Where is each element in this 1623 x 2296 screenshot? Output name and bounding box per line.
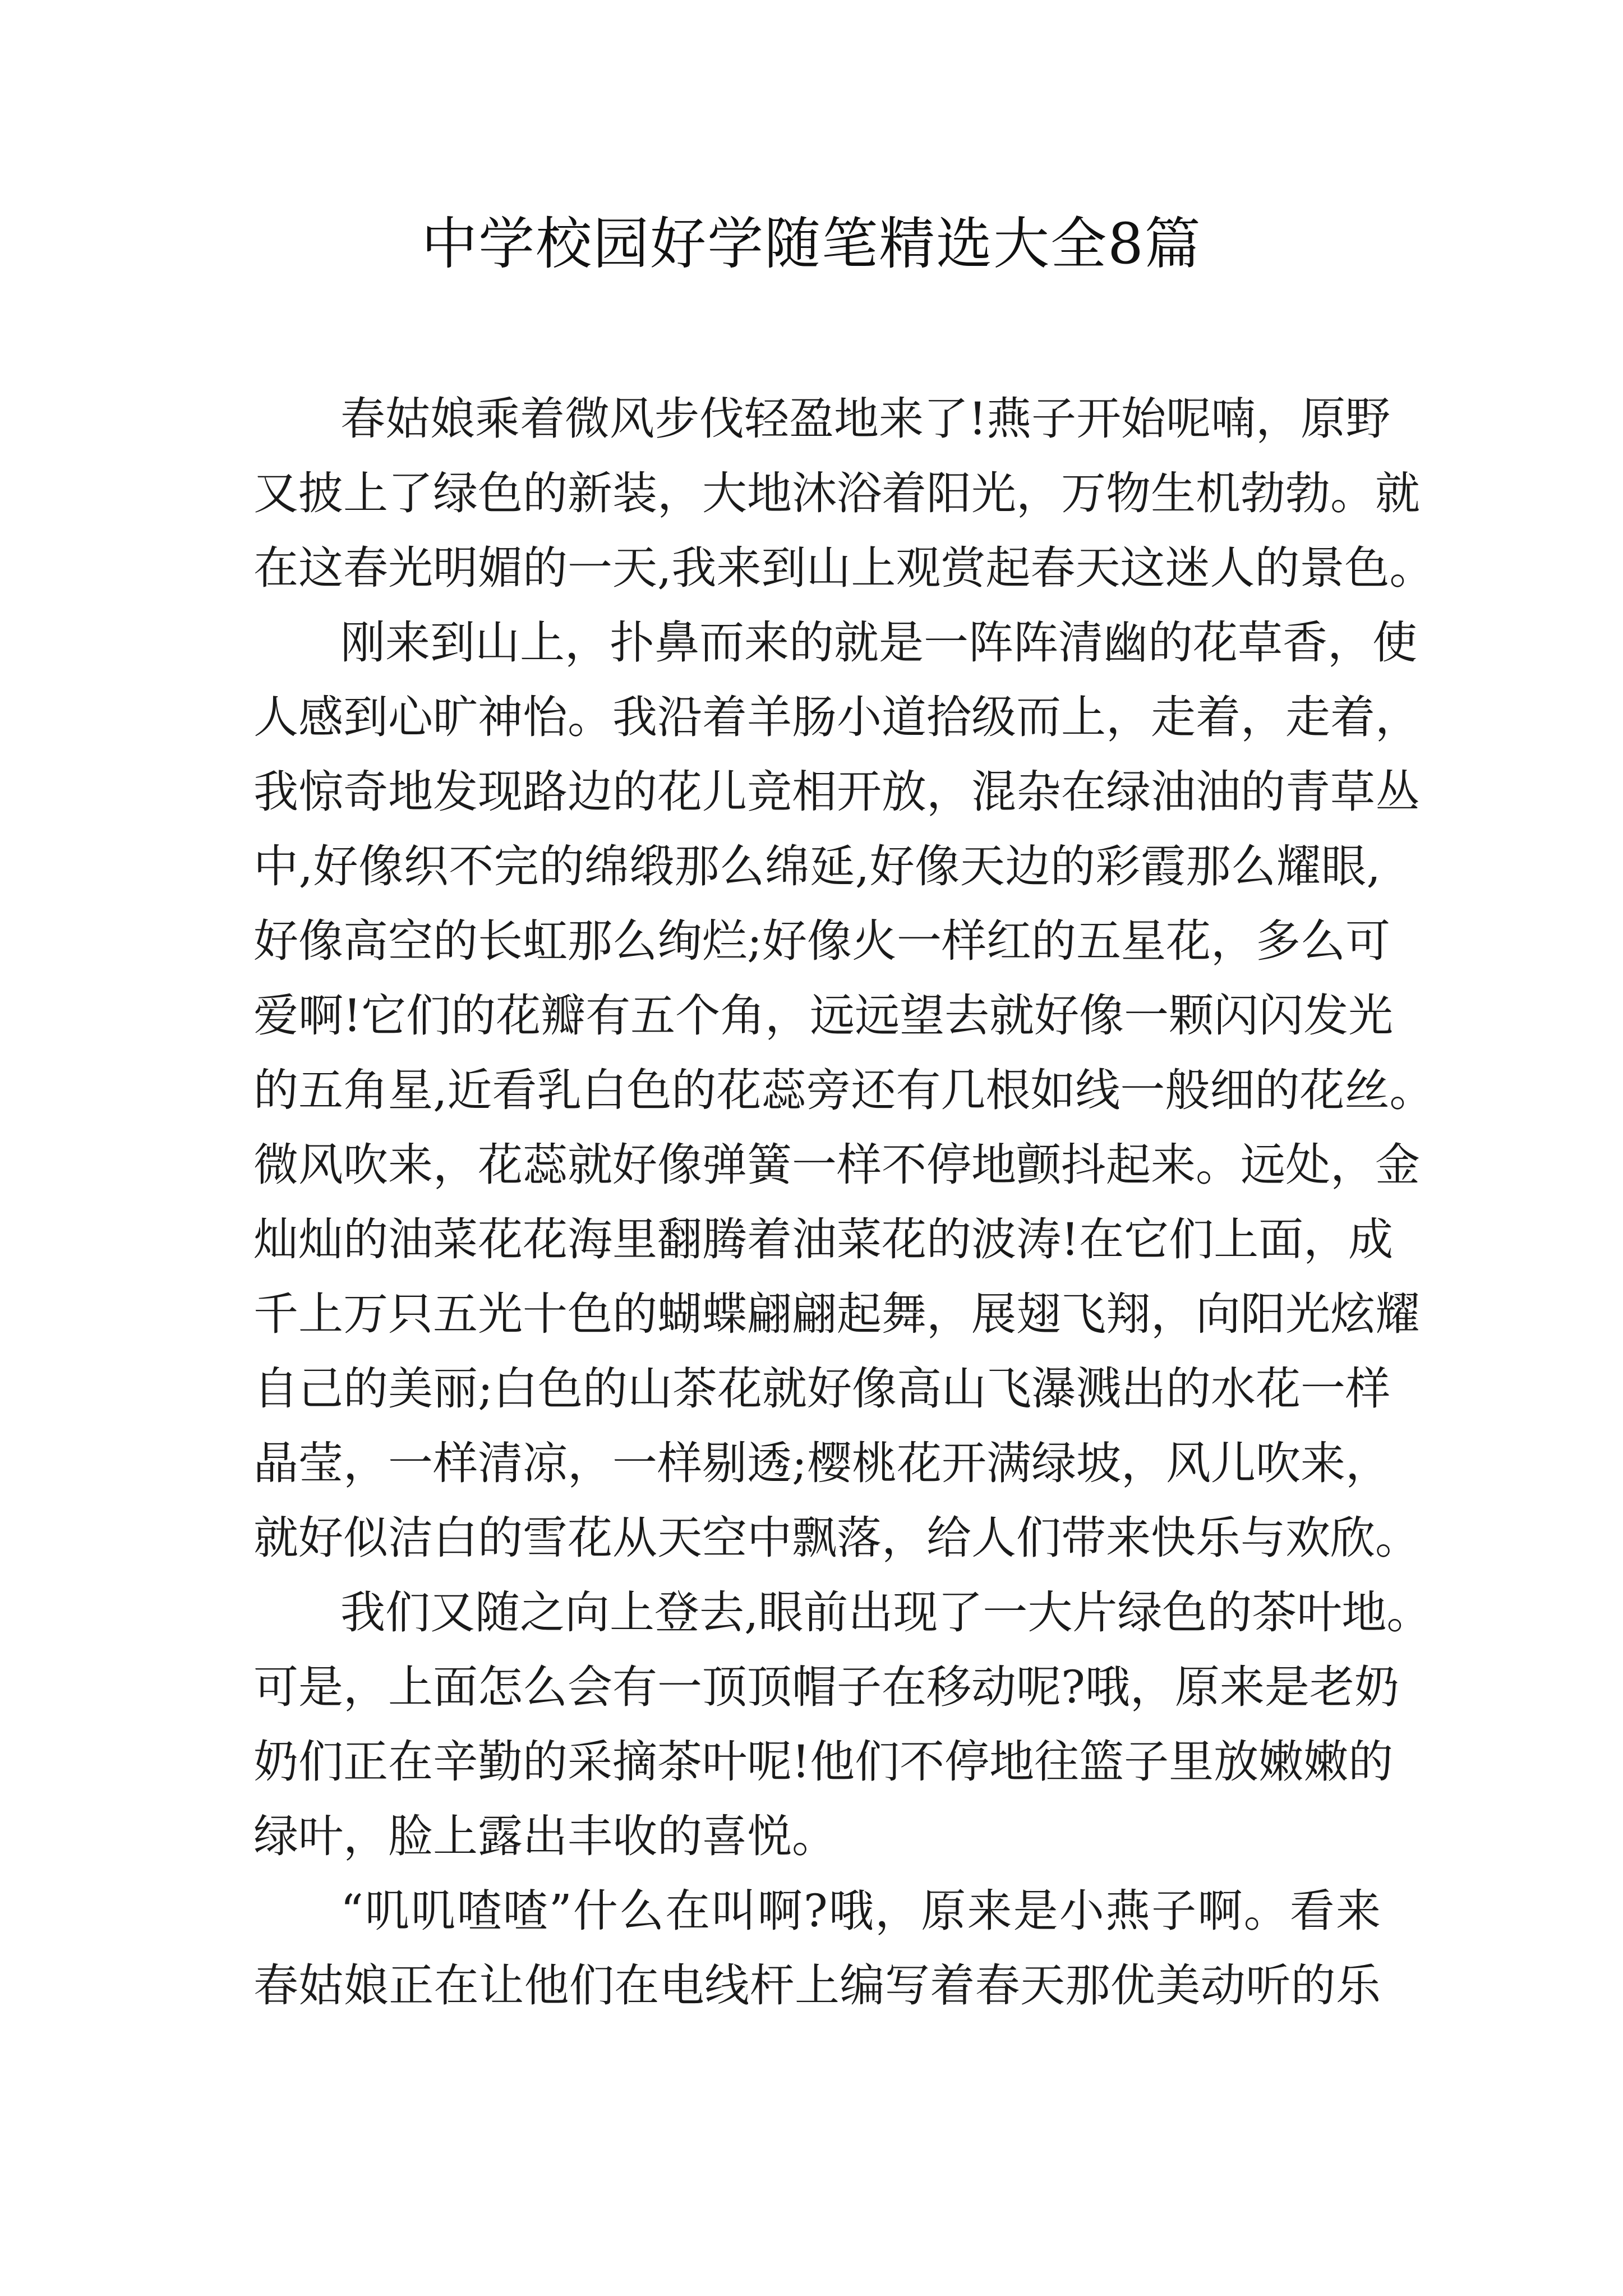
body-text-line: 又披上了绿色的新装，大地沐浴着阳光，万物生机勃勃。就 xyxy=(253,467,1420,519)
body-text-line: 好像高空的长虹那么绚烂;好像火一样红的五星花，多么可 xyxy=(253,915,1390,967)
document-body xyxy=(253,381,1435,2023)
body-text-line: 微风吹来，花蕊就好像弹簧一样不停地颤抖起来。远处，金 xyxy=(253,1139,1420,1191)
body-text-line: 的五角星,近看乳白色的花蕊旁还有几根如线一般细的花丝。 xyxy=(253,1064,1435,1116)
body-text-line: 我惊奇地发现路边的花儿竞相开放，混杂在绿油油的青草丛 xyxy=(253,766,1420,818)
body-text-line: 可是，上面怎么会有一顶顶帽子在移动呢?哦，原来是老奶 xyxy=(253,1661,1399,1713)
body-text-line: 刚来到山上，扑鼻而来的就是一阵阵清幽的花草香，使 xyxy=(340,616,1417,669)
document-title: 中学校园好学随笔精选大全8篇 xyxy=(421,211,1202,277)
body-text-line: 就好似洁白的雪花从天空中飘落，给人们带来快乐与欢欣。 xyxy=(253,1512,1420,1564)
body-text-line: 中,好像织不完的绵缎那么绵延,好像天边的彩霞那么耀眼, xyxy=(253,840,1381,892)
body-text-line: 人感到心旷神怡。我沿着羊肠小道拾级而上，走着，走着， xyxy=(253,691,1420,743)
body-text-line: 在这春光明媚的一天,我来到山上观赏起春天这迷人的景色。 xyxy=(253,542,1435,594)
body-text-line: 我们又随之向上登去,眼前出现了一大片绿色的茶叶地。 xyxy=(340,1586,1432,1639)
body-text-line: 千上万只五光十色的蝴蝶翩翩起舞，展翅飞翔，向阳光炫耀 xyxy=(253,1288,1420,1340)
body-text-line: 自己的美丽;白色的山茶花就好像高山飞瀑溅出的水花一样 xyxy=(253,1363,1390,1415)
body-text-line: 春姑娘正在让他们在电线杆上编写着春天那优美动听的乐 xyxy=(253,1959,1381,2012)
body-text-line: 春姑娘乘着微风步伐轻盈地来了!燕子开始呢喃，原野 xyxy=(340,393,1391,445)
body-text-line: 奶们正在辛勤的采摘茶叶呢!他们不停地往篮子里放嫩嫩的 xyxy=(253,1736,1394,1788)
body-text-line: “叽叽喳喳”什么在叫啊?哦，原来是小燕子啊。看来 xyxy=(340,1885,1381,1937)
body-text-line: 灿灿的油菜花花海里翻腾着油菜花的波涛!在它们上面，成 xyxy=(253,1213,1394,1266)
body-text-line: 绿叶，脸上露出丰收的喜悦。 xyxy=(253,1810,837,1862)
body-text-line: 爱啊!它们的花瓣有五个角，远远望去就好像一颗闪闪发光 xyxy=(253,990,1394,1042)
body-text-line: 晶莹，一样清凉，一样剔透;樱桃花开满绿坡，风儿吹来， xyxy=(253,1437,1390,1489)
